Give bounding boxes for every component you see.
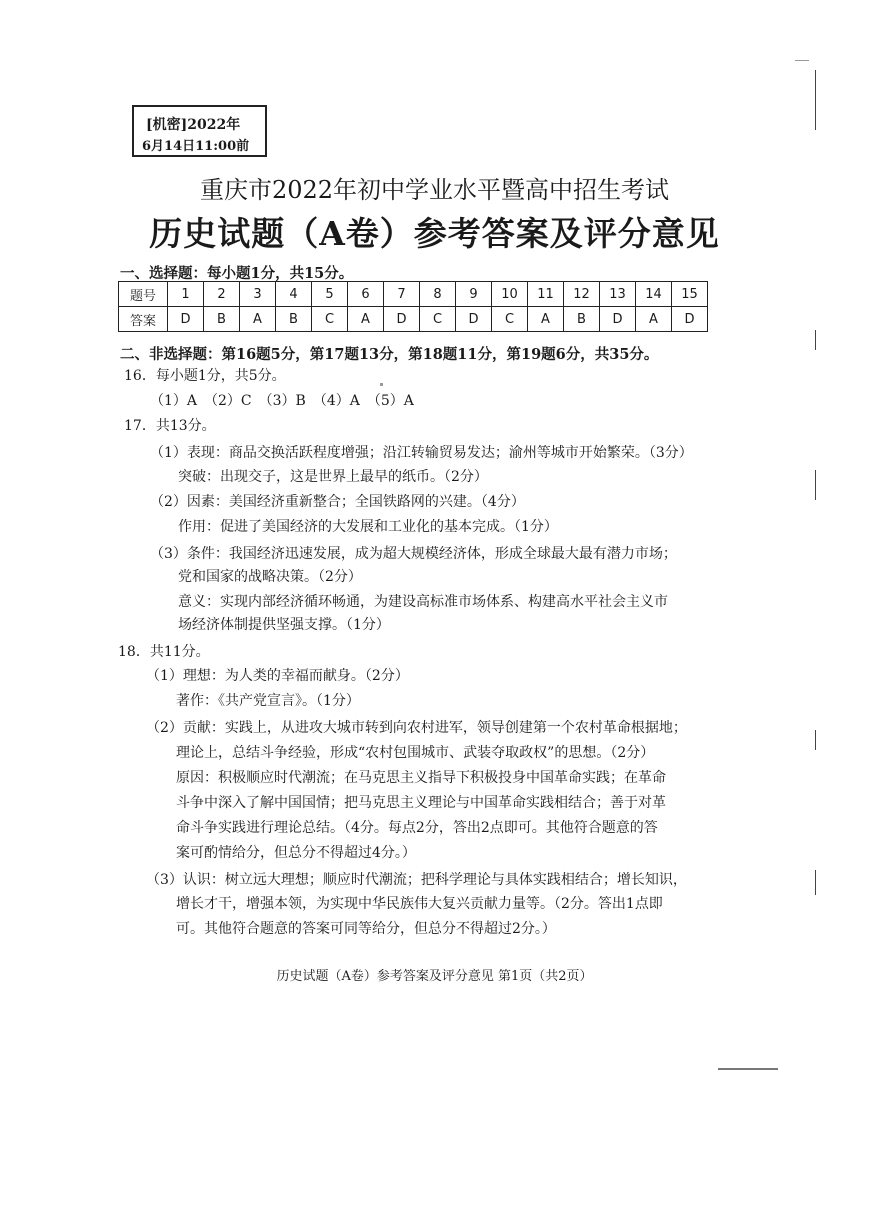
q18-part2-line: 命斗争实践进行理论总结。（4分。每点2分，答出2点即可。其他符合题意的答: [176, 820, 658, 836]
q17-part1-line: （1）表现：商品交换活跃程度增强；沿江转输贸易发达；渝州等城市开始繁荣。（3分）: [150, 445, 693, 461]
q17-part3-line: 意义：实现内部经济循环畅通，为建设高标准市场体系、构建高水平社会主义市: [178, 594, 668, 610]
confidential-date: 6月14日11:00前: [142, 139, 250, 154]
question-number: 2: [204, 282, 240, 307]
question-number: 5: [312, 282, 348, 307]
question-number: 8: [420, 282, 456, 307]
q17-part1-line: 突破：出现交子，这是世界上最早的纸币。（2分）: [178, 469, 488, 485]
exam-title: 重庆市2022年初中学业水平暨高中招生考试: [199, 176, 670, 204]
question-number: 10: [492, 282, 528, 307]
q18-part2-line: （2）贡献：实践上，从进攻大城市转到向农村进军，领导创建第一个农村革命根据地；: [146, 720, 687, 736]
q17-part3-line: 场经济体制提供坚强支撑。（1分）: [178, 617, 390, 633]
answer-cell: A: [636, 307, 672, 332]
q18-part2-line: 案可酌情给分，但总分不得超过4分。）: [176, 845, 416, 861]
q18-part1-line: （1）理想：为人类的幸福而献身。（2分）: [146, 668, 409, 684]
q16-answers: （1）A （2）C （3）B （4）A （5）A: [150, 393, 414, 409]
answer-cell: A: [240, 307, 276, 332]
table-row-numbers: [119, 282, 708, 307]
question-number: 6: [348, 282, 384, 307]
answer-cell: B: [276, 307, 312, 332]
q18-part1-line: 著作：《共产党宣言》。（1分）: [176, 693, 360, 709]
q17-part3-line: （3）条件：我国经济迅速发展，成为超大规模经济体，形成全球最大最有潜力市场；: [150, 546, 677, 562]
q17-part2-line: 作用：促进了美国经济的大发展和工业化的基本完成。（1分）: [178, 519, 558, 535]
answer-cell: D: [672, 307, 708, 332]
q18-part2-line: 斗争中深入了解中国国情；把马克思主义理论与中国革命实践相结合；善于对革: [176, 795, 666, 811]
scan-speck: [795, 60, 809, 61]
question-number: 13: [600, 282, 636, 307]
row-label-answer: 答案: [119, 307, 168, 332]
scan-edge-line: [815, 330, 816, 350]
question-number: 7: [384, 282, 420, 307]
page-footer: 历史试题（A卷）参考答案及评分意见 第1页（共2页）: [276, 969, 593, 984]
confidential-stamp-box: [132, 105, 267, 157]
section2-heading: 二、非选择题：第16题5分，第17题13分，第18题11分，第19题6分，共35分。: [120, 346, 659, 363]
section1-heading: 一、选择题：每小题1分，共15分。: [120, 265, 354, 282]
q18-part3-line: （3）认识：树立远大理想；顺应时代潮流；把科学理论与具体实践相结合；增长知识，: [146, 872, 687, 888]
question-number: 15: [672, 282, 708, 307]
answer-cell: D: [168, 307, 204, 332]
answer-cell: A: [348, 307, 384, 332]
answer-cell: D: [456, 307, 492, 332]
q18-heading: 18．共11分。: [118, 644, 210, 660]
row-label-question: 题号: [119, 282, 168, 307]
scan-speck: [718, 1068, 778, 1070]
q17-part2-line: （2）因素：美国经济重新整合；全国铁路网的兴建。（4分）: [150, 494, 525, 510]
answer-table: [118, 281, 708, 332]
answer-cell: C: [312, 307, 348, 332]
answer-cell: D: [600, 307, 636, 332]
question-number: 1: [168, 282, 204, 307]
question-number: 3: [240, 282, 276, 307]
q17-part3-line: 党和国家的战略决策。（2分）: [178, 569, 362, 585]
answer-cell: C: [420, 307, 456, 332]
q18-part2-line: 理论上，总结斗争经验，形成“农村包围城市、武装夺取政权”的思想。（2分）: [176, 745, 655, 761]
scan-edge-line: [815, 470, 816, 500]
answer-cell: C: [492, 307, 528, 332]
q17-heading: 17．共13分。: [124, 418, 216, 434]
answer-cell: A: [528, 307, 564, 332]
answer-cell: D: [384, 307, 420, 332]
q18-part2-line: 原因：积极顺应时代潮流；在马克思主义指导下积极投身中国革命实践；在革命: [176, 770, 666, 786]
question-number: 11: [528, 282, 564, 307]
q16-heading: 16．每小题1分，共5分。: [124, 368, 286, 384]
answer-cell: B: [204, 307, 240, 332]
q18-part3-line: 增长才干，增强本领，为实现中华民族伟大复兴贡献力量等。（2分。答出1点即: [176, 896, 663, 912]
scan-edge-line: [815, 870, 816, 895]
scan-edge-line: [815, 70, 816, 130]
question-number: 9: [456, 282, 492, 307]
question-number: 12: [564, 282, 600, 307]
q18-part3-line: 可。其他符合题意的答案可同等给分，但总分不得超过2分。）: [176, 921, 556, 937]
answer-cell: B: [564, 307, 600, 332]
document-title: 历史试题（A卷）参考答案及评分意见: [149, 214, 720, 253]
confidential-label: [机密]2022年: [146, 117, 241, 133]
scan-speck: [380, 383, 383, 386]
question-number: 14: [636, 282, 672, 307]
table-row-answers: [119, 307, 708, 332]
scan-edge-line: [815, 730, 816, 750]
question-number: 4: [276, 282, 312, 307]
